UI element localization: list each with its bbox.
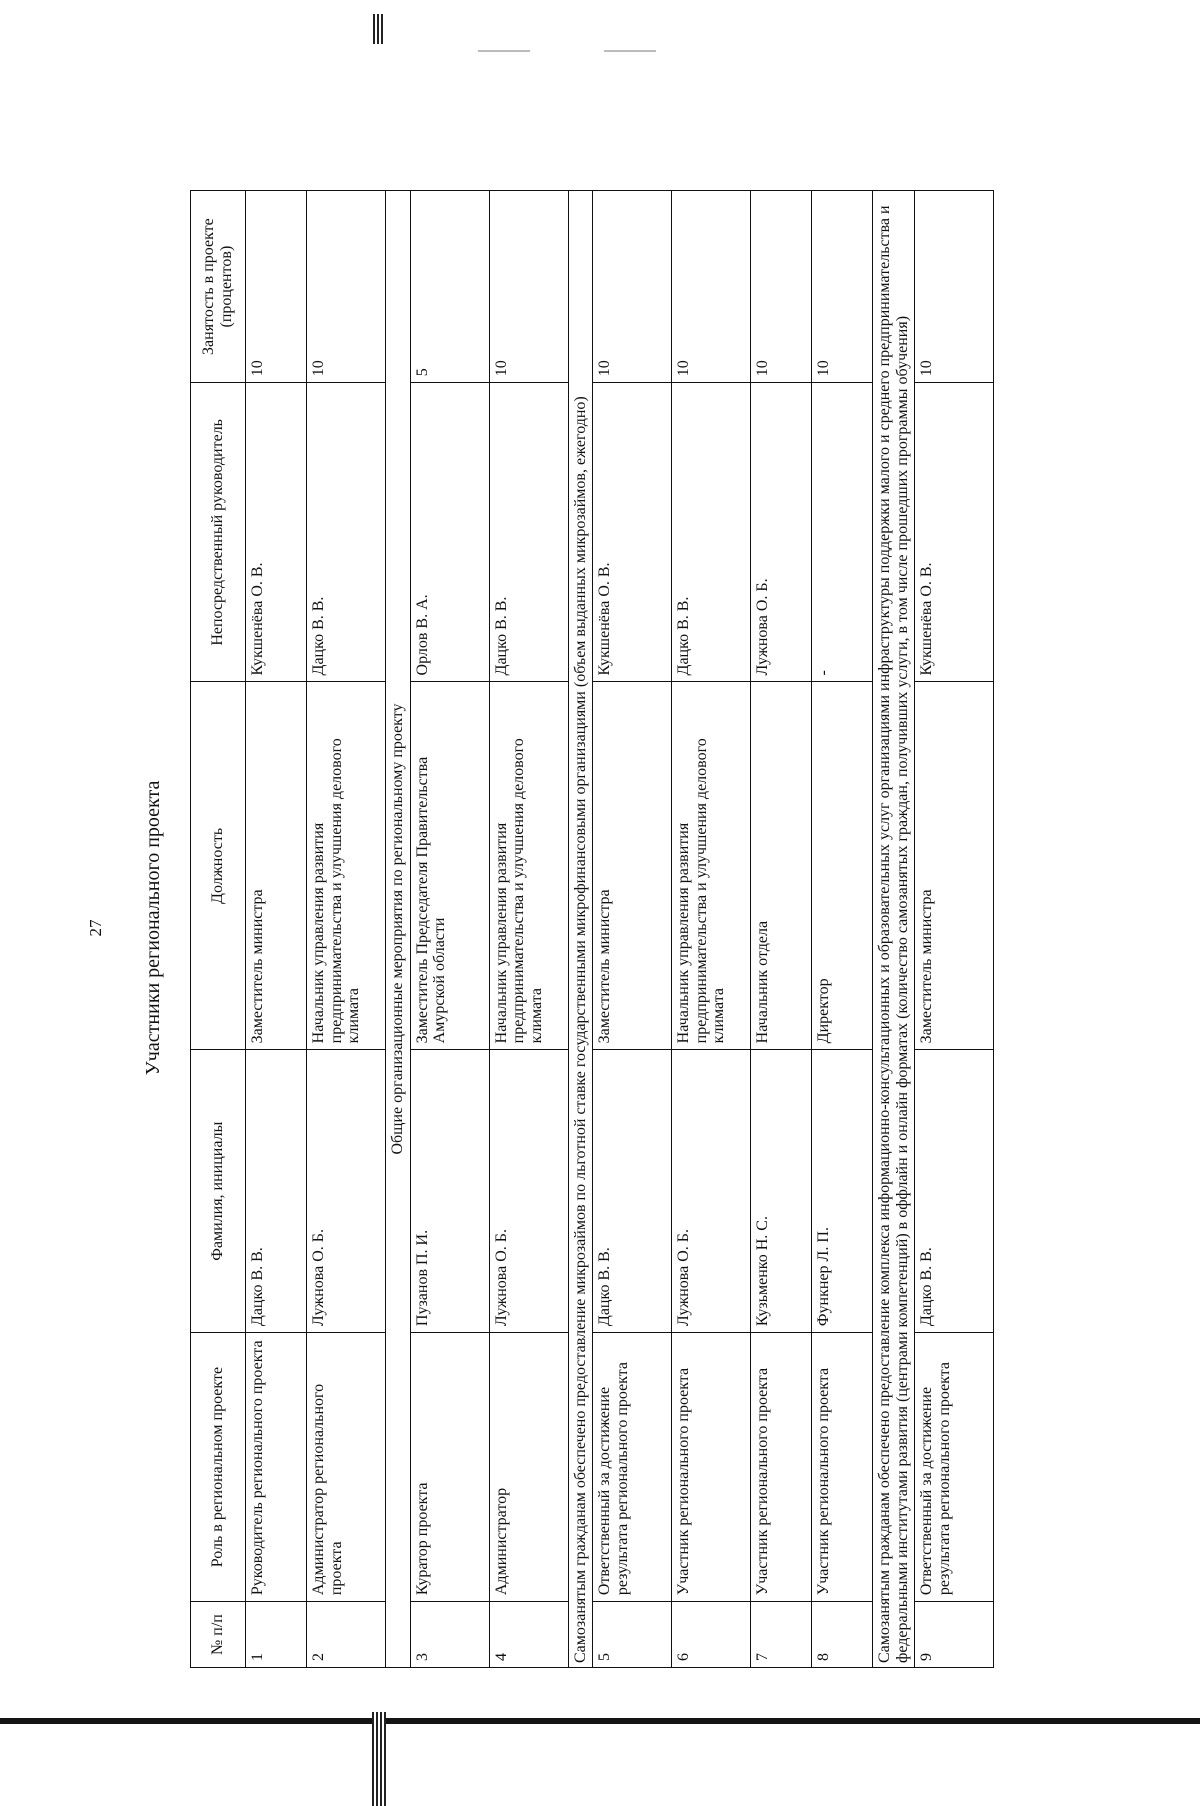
cell-role: Куратор проекта [410, 1333, 489, 1602]
section-general-title: Общие организационные мероприятия по региональному проекту [386, 191, 411, 1668]
cell-manager: Орлов В. А. [410, 383, 489, 682]
section-row [386, 191, 411, 1668]
cell-role: Ответственный за достижение результата регионального проекта [915, 1333, 994, 1602]
header-manager: Непосредственный руководитель [191, 383, 246, 682]
participants-table [190, 190, 994, 1668]
table-row [672, 191, 751, 1668]
cell-role: Участник регионального проекта [672, 1333, 751, 1602]
header-name: Фамилия, инициалы [191, 1050, 246, 1333]
table-header-row [191, 191, 246, 1668]
cell-num: 3 [410, 1602, 489, 1668]
cell-occupancy: 10 [593, 191, 672, 383]
cell-occupancy: 10 [246, 191, 307, 383]
cell-num: 9 [915, 1602, 994, 1668]
scan-smudge [604, 50, 656, 52]
cell-occupancy: 10 [812, 191, 873, 383]
cell-role: Руководитель регионального проекта [246, 1333, 307, 1602]
cell-occupancy: 10 [672, 191, 751, 383]
document-title: Участники регионального проекта [142, 780, 164, 1076]
table-row [593, 191, 672, 1668]
cell-manager: Лужнова О. Б. [751, 383, 812, 682]
cell-role: Участник регионального проекта [812, 1333, 873, 1602]
scan-gutter-bottom [372, 1712, 386, 1806]
cell-manager: - [812, 383, 873, 682]
cell-num: 5 [593, 1602, 672, 1668]
table-row [812, 191, 873, 1668]
cell-name: Лужнова О. Б. [672, 1050, 751, 1333]
cell-manager: Дацко В. В. [672, 383, 751, 682]
cell-name: Кузьменко Н. С. [751, 1050, 812, 1333]
cell-num: 7 [751, 1602, 812, 1668]
cell-occupancy: 5 [410, 191, 489, 383]
scan-smudge [478, 50, 530, 52]
table-row [307, 191, 386, 1668]
scan-edge-bar [0, 1718, 1200, 1724]
cell-occupancy: 10 [489, 191, 568, 383]
rotated-page [86, 168, 1066, 1688]
cell-name: Лужнова О. Б. [307, 1050, 386, 1333]
cell-position: Начальник управления развития предпринимательства и улучшения делового климата [307, 682, 386, 1050]
table-row [246, 191, 307, 1668]
section-services-title: Самозанятым гражданам обеспечено предоставление комплекса информационно-консультационных и образовательных услуг организациями инфраструктуры поддержки малого и среднего предпринимательства и федеральными институтами развития (центрами компетенций) в оффлайн и онлайн форматах (количество самозанятых граждан, получивших услуги, в том числе прошедших программы обучения) [873, 191, 915, 1668]
cell-manager: Дацко В. В. [489, 383, 568, 682]
cell-num: 6 [672, 1602, 751, 1668]
cell-occupancy: 10 [915, 191, 994, 383]
cell-role: Участник регионального проекта [751, 1333, 812, 1602]
cell-position: Заместитель министра [593, 682, 672, 1050]
header-num: № п/п [191, 1602, 246, 1668]
cell-name: Функнер Л. П. [812, 1050, 873, 1333]
header-occupancy: Занятость в проекте (процентов) [191, 191, 246, 383]
cell-name: Дацко В. В. [915, 1050, 994, 1333]
section-microloans-title: Самозанятым гражданам обеспечено предоставление микрозаймов по льготной ставке государственными микрофинансовыми организациями (объем выданных микрозаймов, ежегодно) [568, 191, 593, 1668]
cell-manager: Кукшенёва О. В. [915, 383, 994, 682]
cell-num: 2 [307, 1602, 386, 1668]
cell-position: Начальник отдела [751, 682, 812, 1050]
table-row [915, 191, 994, 1668]
section-row [568, 191, 593, 1668]
cell-name: Дацко В. В. [246, 1050, 307, 1333]
cell-position: Заместитель Председателя Правительства Амурской области [410, 682, 489, 1050]
cell-position: Директор [812, 682, 873, 1050]
cell-num: 4 [489, 1602, 568, 1668]
header-role: Роль в региональном проекте [191, 1333, 246, 1602]
cell-position: Начальник управления развития предпринимательства и улучшения делового климата [489, 682, 568, 1050]
cell-name: Лужнова О. Б. [489, 1050, 568, 1333]
cell-name: Пузанов П. И. [410, 1050, 489, 1333]
table-row [410, 191, 489, 1668]
cell-position: Заместитель министра [246, 682, 307, 1050]
cell-role: Ответственный за достижение результата регионального проекта [593, 1333, 672, 1602]
cell-position: Заместитель министра [915, 682, 994, 1050]
cell-role: Администратор регионального проекта [307, 1333, 386, 1602]
cell-manager: Кукшенёва О. В. [246, 383, 307, 682]
cell-num: 1 [246, 1602, 307, 1668]
cell-num: 8 [812, 1602, 873, 1668]
cell-name: Дацко В. В. [593, 1050, 672, 1333]
header-position: Должность [191, 682, 246, 1050]
section-row [873, 191, 915, 1668]
table-row [489, 191, 568, 1668]
cell-occupancy: 10 [751, 191, 812, 383]
page-number: 27 [86, 919, 105, 937]
cell-role: Администратор [489, 1333, 568, 1602]
cell-position: Начальник управления развития предпринимательства и улучшения делового климата [672, 682, 751, 1050]
cell-manager: Кукшенёва О. В. [593, 383, 672, 682]
table-row [751, 191, 812, 1668]
cell-manager: Дацко В. В. [307, 383, 386, 682]
scan-gutter-top [373, 14, 385, 44]
cell-occupancy: 10 [307, 191, 386, 383]
